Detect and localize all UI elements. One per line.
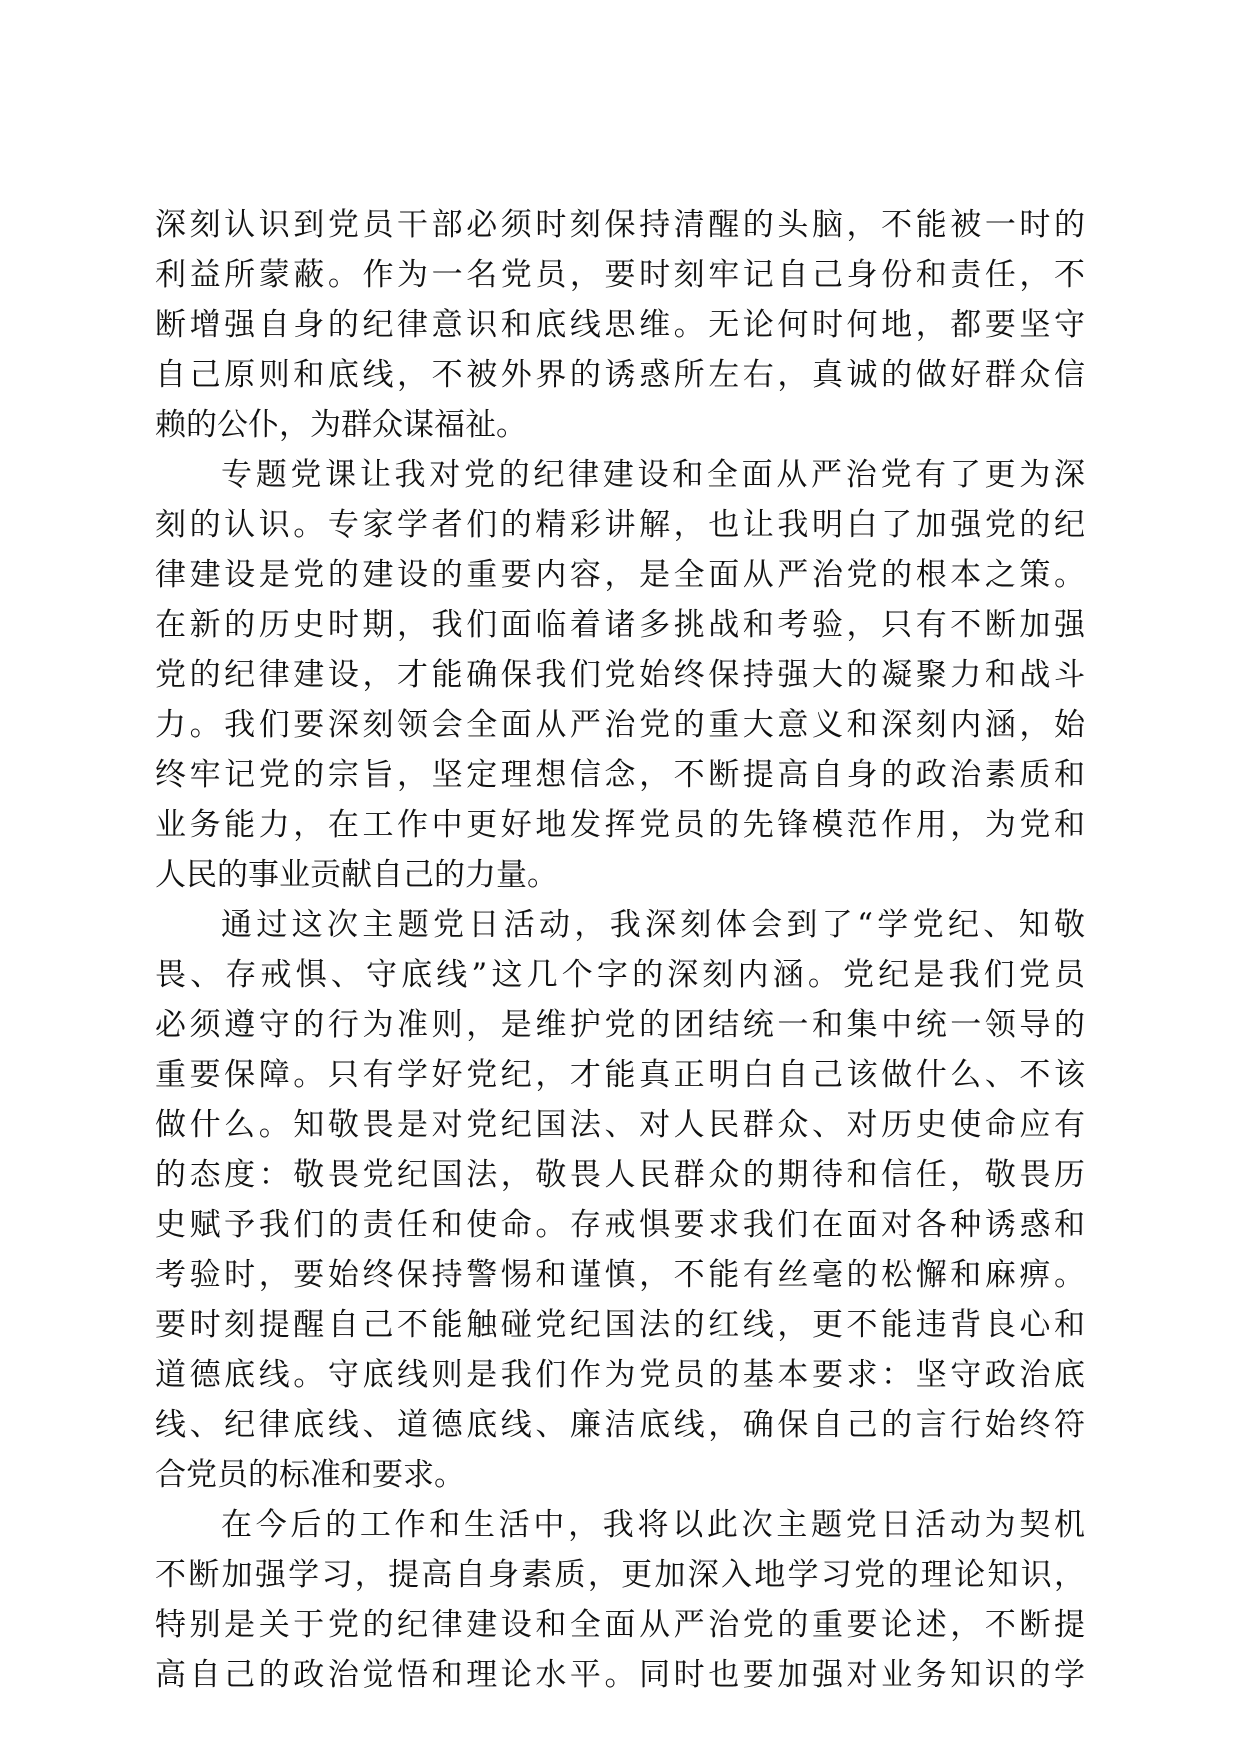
text-line: 高自己的政治觉悟和理论水平。同时也要加强对业务知识的学	[155, 1657, 1085, 1693]
text-line: 刻的认识。专家学者们的精彩讲解，也让我明白了加强党的纪	[155, 507, 1085, 543]
text-line: 利益所蒙蔽。作为一名党员，要时刻牢记自己身份和责任，不	[155, 257, 1085, 293]
text-line: 要时刻提醒自己不能触碰党纪国法的红线，更不能违背良心和	[155, 1307, 1085, 1343]
text-line: 业务能力，在工作中更好地发挥党员的先锋模范作用，为党和	[155, 807, 1085, 843]
text-line: 道德底线。守底线则是我们作为党员的基本要求：坚守政治底	[155, 1357, 1085, 1393]
text-line: 线、纪律底线、道德底线、廉洁底线，确保自己的言行始终符	[155, 1407, 1085, 1443]
text-line: 在新的历史时期，我们面临着诸多挑战和考验，只有不断加强	[155, 607, 1085, 643]
text-line: 做什么。知敬畏是对党纪国法、对人民群众、对历史使命应有	[155, 1107, 1085, 1143]
text-line: 重要保障。只有学好党纪，才能真正明白自己该做什么、不该	[155, 1057, 1085, 1093]
text-line: 深刻认识到党员干部必须时刻保持清醒的头脑，不能被一时的	[155, 207, 1085, 243]
text-line: 必须遵守的行为准则，是维护党的团结统一和集中统一领导的	[155, 1007, 1085, 1043]
text-line: 的态度：敬畏党纪国法，敬畏人民群众的期待和信任，敬畏历	[155, 1157, 1085, 1193]
text-line: 在今后的工作和生活中，我将以此次主题党日活动为契机	[221, 1507, 1085, 1543]
text-line: 自己原则和底线，不被外界的诱惑所左右，真诚的做好群众信	[155, 357, 1085, 393]
text-line: 考验时，要始终保持警惕和谨慎，不能有丝毫的松懈和麻痹。	[155, 1257, 1085, 1293]
text-line: 畏、存戒惧、守底线”这几个字的深刻内涵。党纪是我们党员	[155, 957, 1085, 993]
paragraph-3	[155, 900, 1085, 1500]
paragraph-4	[155, 1500, 1085, 1700]
text-line: 史赋予我们的责任和使命。存戒惧要求我们在面对各种诱惑和	[155, 1207, 1085, 1243]
text-line: 不断加强学习，提高自身素质，更加深入地学习党的理论知识，	[155, 1557, 1085, 1593]
text-line: 人民的事业贡献自己的力量。	[155, 857, 558, 893]
paragraph-2	[155, 450, 1085, 900]
text-line: 终牢记党的宗旨，坚定理想信念，不断提高自身的政治素质和	[155, 757, 1085, 793]
document-body	[155, 200, 1085, 1700]
text-line: 律建设是党的建设的重要内容，是全面从严治党的根本之策。	[155, 557, 1085, 593]
paragraph-1	[155, 200, 1085, 450]
text-line: 断增强自身的纪律意识和底线思维。无论何时何地，都要坚守	[155, 307, 1085, 343]
text-line: 合党员的标准和要求。	[155, 1457, 465, 1493]
text-line: 赖的公仆，为群众谋福祉。	[155, 407, 527, 443]
text-line: 特别是关于党的纪律建设和全面从严治党的重要论述，不断提	[155, 1607, 1085, 1643]
text-line: 力。我们要深刻领会全面从严治党的重大意义和深刻内涵，始	[155, 707, 1085, 743]
text-line: 专题党课让我对党的纪律建设和全面从严治党有了更为深	[221, 457, 1085, 493]
text-line: 党的纪律建设，才能确保我们党始终保持强大的凝聚力和战斗	[155, 657, 1085, 693]
text-line: 通过这次主题党日活动，我深刻体会到了“学党纪、知敬	[221, 907, 1085, 943]
